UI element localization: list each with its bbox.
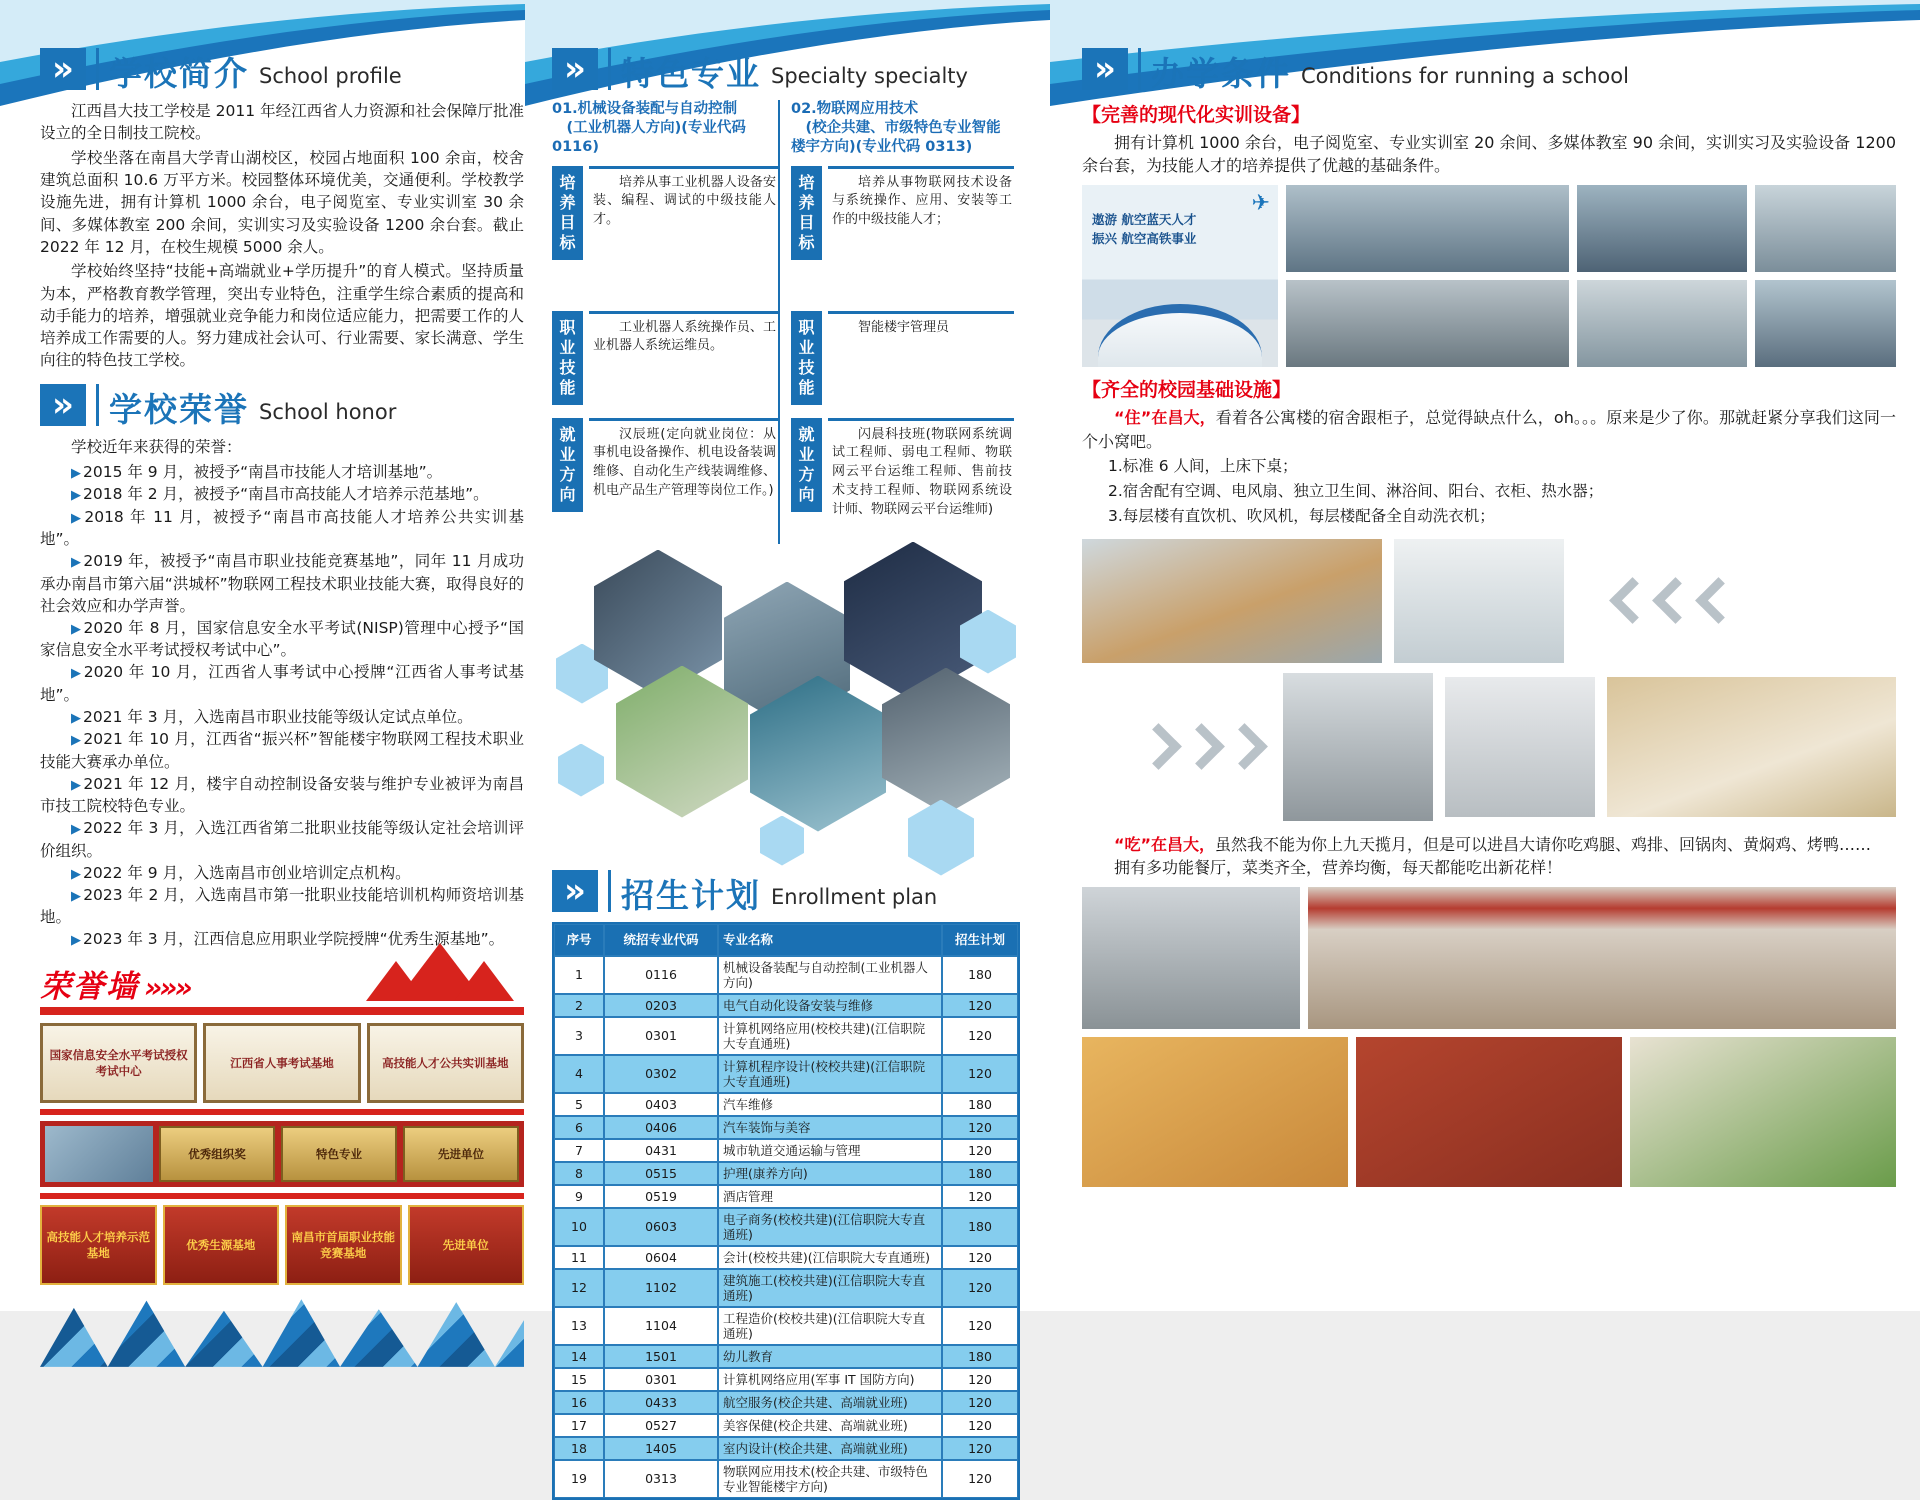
- double-chevron-icon: »: [40, 384, 86, 426]
- cell-no: 10: [554, 1208, 604, 1246]
- specialty-header: [552, 48, 1016, 93]
- program-01: [552, 100, 778, 544]
- cell-no: 3: [554, 1017, 604, 1055]
- table-row: [554, 1345, 1018, 1368]
- blue-zigzag-decoration: [40, 1295, 524, 1367]
- vertical-label: 就业方向: [791, 418, 822, 512]
- employment-direction-text: 汉辰班(定向就业岗位：从事机电设备操作、机电设备装调维修、自动化生产线装调维修、机电产品生产管理等岗位工作。): [589, 418, 778, 544]
- table-row: [554, 1055, 1018, 1093]
- honor-wall-row-2: [40, 1121, 524, 1187]
- photo-laundry-room: [1394, 539, 1564, 663]
- triangle-bullet-icon: ▶: [71, 933, 81, 949]
- honor-item: [40, 483, 524, 505]
- cell-no: 13: [554, 1307, 604, 1345]
- cell-plan: 120: [942, 994, 1018, 1017]
- section-title-en: School honor: [259, 399, 397, 424]
- cell-no: 2: [554, 994, 604, 1017]
- section-title-zh: 办学条件: [1151, 54, 1291, 93]
- plaque-photo: 优秀组织奖: [159, 1126, 275, 1182]
- cell-no: 9: [554, 1185, 604, 1208]
- honor-item-text: 2023 年 3 月，江西信息应用职业学院授牌“优秀生源基地”。: [83, 930, 505, 949]
- cell-code: 0603: [604, 1208, 718, 1246]
- double-chevron-icon: »: [40, 48, 86, 90]
- dorm-photo-row-1: [1082, 539, 1896, 663]
- cafeteria-photo-row: [1082, 887, 1896, 1029]
- school-profile-header: [40, 48, 524, 93]
- cell-name: 计算机程序设计(校校共建)(江信职院大专直通班): [718, 1055, 942, 1093]
- photo-training-room-2: [1577, 280, 1747, 367]
- cell-name: 建筑施工(校校共建)(江信职院大专直通班): [718, 1269, 942, 1307]
- honor-item-text: 2021 年 10 月，江西省“振兴杯”智能楼宇物联网工程技术职业技能大赛承办单位。: [40, 730, 525, 771]
- cell-code: 1405: [604, 1437, 718, 1460]
- cell-code: 0406: [604, 1116, 718, 1139]
- lobby-caption-line2: 振兴 航空高铁事业: [1092, 231, 1197, 247]
- cell-code: 1102: [604, 1269, 718, 1307]
- cell-name: 会计(校校共建)(江信职院大专直通班): [718, 1246, 942, 1269]
- dorm-feature-item: 3.每层楼有直饮机、吹风机，每层楼配备全自动洗衣机；: [1108, 507, 1495, 526]
- triangle-bullet-icon: ▶: [71, 866, 81, 882]
- gold-plaques: [159, 1126, 519, 1182]
- program-title: 01.机械设备装配与自动控制: [552, 101, 738, 117]
- col-header-no: 序号: [554, 924, 604, 956]
- enrollment-header: [552, 870, 1016, 915]
- cell-plan: 180: [942, 1093, 1018, 1116]
- cell-plan: 120: [942, 1017, 1018, 1055]
- section-title-zh: 招生计划: [621, 875, 761, 915]
- vertical-label: 培养目标: [552, 166, 583, 260]
- header-divider: [608, 48, 611, 90]
- plaque-photo: 江西省人事考试基地: [203, 1023, 360, 1103]
- food-photo-row: [1082, 1037, 1896, 1187]
- honor-wall-title: 荣誉墙: [40, 968, 139, 1005]
- cell-no: 6: [554, 1116, 604, 1139]
- cell-plan: 120: [942, 1437, 1018, 1460]
- cell-code: 0301: [604, 1368, 718, 1391]
- cell-no: 19: [554, 1460, 604, 1498]
- table-row: [554, 1460, 1018, 1498]
- header-divider: [1138, 48, 1141, 90]
- campus-subheader: 【齐全的校园基础设施】: [1082, 379, 1292, 402]
- plaque-photo: 南昌市首届职业技能竞赛基地: [285, 1205, 402, 1285]
- table-row: [554, 1208, 1018, 1246]
- triangle-bullet-icon: ▶: [71, 555, 82, 571]
- hexagon-decoration: [908, 800, 974, 876]
- cell-code: 0433: [604, 1391, 718, 1414]
- table-row: [554, 1437, 1018, 1460]
- cell-plan: 120: [942, 1116, 1018, 1139]
- vertical-label: 就业方向: [552, 418, 583, 512]
- specialty-programs: [552, 100, 1016, 544]
- honor-item-text: 2018 年 2 月，被授予“南昌市高技能人才培养示范基地”。: [83, 485, 489, 504]
- honor-item: [40, 550, 524, 616]
- program-title: 02.物联网应用技术: [791, 101, 919, 117]
- cell-code: 0302: [604, 1055, 718, 1093]
- hexagon-decoration: [558, 744, 604, 797]
- section-title-en: Enrollment plan: [771, 885, 938, 910]
- honor-item-text: 2018 年 11 月，被授予“南昌市高技能人才培养公共实训基地”。: [40, 507, 525, 549]
- cell-plan: 180: [942, 1162, 1018, 1185]
- honor-list: [40, 461, 524, 951]
- cell-no: 16: [554, 1391, 604, 1414]
- cell-plan: 120: [942, 1368, 1018, 1391]
- honor-item: [40, 817, 524, 861]
- profile-paragraphs: [40, 100, 524, 372]
- table-row: [554, 1246, 1018, 1269]
- honor-item-text: 2020 年 8 月，国家信息安全水平考试(NISP)管理中心授予“国家信息安全水平考试授权考试中心”。: [40, 618, 525, 660]
- honor-item: [40, 506, 524, 550]
- chevron-left-icon: [1652, 577, 1699, 624]
- cell-no: 17: [554, 1414, 604, 1437]
- training-goal-block: [791, 166, 1014, 302]
- section-title-en: Specialty specialty: [771, 63, 968, 88]
- enrollment-table: [552, 922, 1020, 1500]
- hexagon-decoration: [760, 816, 804, 866]
- triangle-bullet-icon: ▶: [71, 621, 82, 637]
- cell-plan: 120: [942, 1460, 1018, 1498]
- dining-text: 虽然我不能为你上九天揽月，但是可以进昌大请你吃鸡腿、鸡排、回锅肉、黄焖鸡、烤鸭……: [1215, 834, 1872, 854]
- table-header-row: [554, 924, 1018, 956]
- cell-no: 1: [554, 956, 604, 994]
- dorm-feature-list: [1082, 455, 1896, 529]
- table-row: [554, 1368, 1018, 1391]
- chevron-right-icon: [1221, 723, 1268, 770]
- cell-name: 城市轨道交通运输与管理: [718, 1139, 942, 1162]
- live-at-changda-lead: “住”在昌大，: [1114, 408, 1216, 428]
- airplane-icon: ✈: [1251, 191, 1270, 217]
- plaque-photo: 高技能人才公共实训基地: [367, 1023, 524, 1103]
- cell-name: 汽车装饰与美容: [718, 1116, 942, 1139]
- cell-no: 15: [554, 1368, 604, 1391]
- photo-wall-cabinet: [1445, 677, 1595, 817]
- cell-plan: 120: [942, 1185, 1018, 1208]
- dining-intro: [1082, 833, 1896, 856]
- table-row: [554, 1185, 1018, 1208]
- dorm-feature-item: 2.宿舍配有空调、电风扇、独立卫生间、淋浴间、阳台、衣柜、热水器；: [1108, 482, 1604, 500]
- cell-no: 14: [554, 1345, 604, 1368]
- photo-dining-hall: [1308, 887, 1896, 1029]
- employment-direction-block: [791, 418, 1014, 544]
- cell-name: 航空服务(校企共建、高端就业班): [718, 1391, 942, 1414]
- triangle-bullet-icon: ▶: [71, 710, 81, 726]
- program-subtitle: (校企共建、市级特色专业智能楼宇方向)(专业代码 0313): [791, 119, 1001, 155]
- plaque-photo: 高技能人才培养示范基地: [40, 1205, 157, 1285]
- table-row: [554, 1269, 1018, 1307]
- honor-item: [40, 706, 524, 728]
- vocational-skill-text: 工业机器人系统操作员、工业机器人系统运维员。: [589, 311, 778, 409]
- cell-name: 酒店管理: [718, 1185, 942, 1208]
- photo-dumplings-greens: [1630, 1037, 1896, 1187]
- honor-item: [40, 884, 524, 928]
- section-title-zh: 学校简介: [109, 54, 249, 93]
- chevron-right-icon: [1135, 723, 1182, 770]
- table-row: [554, 1116, 1018, 1139]
- triangle-bullet-icon: ▶: [71, 666, 82, 682]
- honor-item-text: 2022 年 9 月，入选南昌市创业培训定点机构。: [83, 863, 411, 882]
- honor-item-text: 2021 年 12 月，楼宇自动控制设备安装与维护专业被评为南昌市技工院校特色专业。: [40, 774, 524, 816]
- red-pennant-decoration: [396, 943, 514, 1001]
- cell-name: 幼儿教育: [718, 1345, 942, 1368]
- chevron-right-icon: [1178, 723, 1225, 770]
- honor-item-text: 2023 年 2 月，入选南昌市第一批职业技能培训机构师资培训基地。: [40, 885, 525, 927]
- cell-plan: 120: [942, 1139, 1018, 1162]
- photo-wardrobes-desks: [1607, 677, 1896, 817]
- plaque-photo: 先进单位: [403, 1126, 519, 1182]
- honor-item: [40, 661, 524, 705]
- section-title-zh: 特色专业: [621, 54, 761, 93]
- chevrons-left-icon: [1616, 584, 1745, 617]
- photo-equipment-room: [1286, 280, 1569, 367]
- double-chevron-icon: »: [552, 48, 598, 90]
- cell-name: 机械设备装配与自动控制(工业机器人方向): [718, 956, 942, 994]
- col-header-name: 专业名称: [718, 924, 942, 956]
- cell-plan: 120: [942, 1269, 1018, 1307]
- facilities-text: 拥有计算机 1000 余台，电子阅览室、专业实训室 20 余间、多媒体教室 90 余间，实训实习及实验设备 1200 余台套，为技能人才的培养提供了优越的基础条件。: [1082, 133, 1896, 176]
- cell-code: 0519: [604, 1185, 718, 1208]
- employment-direction-text: 闪晨科技班(物联网系统调试工程师、弱电工程师、物联网云平台运维工程师、售前技术支持工程师、物联网系统设计师、物联网云平台运维师): [828, 418, 1014, 544]
- cell-no: 18: [554, 1437, 604, 1460]
- honor-wall-row-1: [40, 1023, 524, 1103]
- photo-dorm-corridor: [1283, 673, 1433, 821]
- red-triangle-icon: [454, 961, 514, 1001]
- table-row: [554, 994, 1018, 1017]
- school-honor-header: [40, 384, 524, 429]
- cell-no: 5: [554, 1093, 604, 1116]
- vertical-label: 职业技能: [791, 311, 822, 405]
- dorm-feature-item: 1.标准 6 人间，上床下桌；: [1108, 456, 1298, 475]
- facilities-photo-collage: [1082, 185, 1896, 367]
- col-header-code: 统招专业代码: [604, 924, 718, 956]
- cell-name: 物联网应用技术(校企共建、市级特色专业智能楼宇方向): [718, 1460, 942, 1498]
- program-subtitle: (工业机器人方向)(专业代码 0116): [552, 119, 746, 155]
- cell-no: 11: [554, 1246, 604, 1269]
- vocational-skill-block: [791, 311, 1014, 409]
- triangle-bullet-icon: ▶: [71, 466, 81, 481]
- cell-name: 汽车维修: [718, 1093, 942, 1116]
- table-row: [554, 1139, 1018, 1162]
- profile-paragraph: 江西昌大技工学校是 2011 年经江西省人力资源和社会保障厅批准设立的全日制技工院校。: [40, 102, 524, 143]
- honor-item: [40, 728, 524, 772]
- training-room-photos: [1286, 185, 1896, 367]
- plaque-photo: 先进单位: [408, 1205, 525, 1285]
- hex-photo-electronics-lab: [594, 550, 722, 697]
- triangle-bullet-icon: ▶: [71, 733, 82, 749]
- cell-plan: 180: [942, 1345, 1018, 1368]
- cell-name: 护理(康养方向): [718, 1162, 942, 1185]
- cell-no: 7: [554, 1139, 604, 1162]
- middle-panel: [552, 48, 1016, 1500]
- triangle-bullet-icon: ▶: [71, 510, 83, 526]
- cell-code: 0403: [604, 1093, 718, 1116]
- cell-no: 12: [554, 1269, 604, 1307]
- table-row: [554, 1093, 1018, 1116]
- honor-item: [40, 617, 524, 661]
- cell-code: 1501: [604, 1345, 718, 1368]
- cell-name: 工程造价(校校共建)(江信职院大专直通班): [718, 1307, 942, 1345]
- cell-plan: 120: [942, 1246, 1018, 1269]
- cell-code: 0203: [604, 994, 718, 1017]
- cell-code: 0116: [604, 956, 718, 994]
- cell-plan: 120: [942, 1307, 1018, 1345]
- cell-no: 4: [554, 1055, 604, 1093]
- red-divider-bar: [40, 1109, 524, 1115]
- chevron-left-icon: [1695, 577, 1742, 624]
- chevrons-right-icon: [1142, 730, 1271, 763]
- lobby-caption-line1: 遨游 航空蓝天人才: [1092, 212, 1197, 228]
- cell-name: 计算机网络应用(校校共建)(江信职院大专直通班): [718, 1017, 942, 1055]
- header-divider: [96, 48, 99, 90]
- honor-wall-arrows-icon: »»»: [144, 970, 190, 1004]
- facilities-subheader: 【完善的现代化实训设备】: [1082, 104, 1311, 126]
- training-goal-text: 培养从事物联网技术设备与系统操作、应用、安装等工作的中级技能人才；: [828, 166, 1014, 302]
- training-goal-block: [552, 166, 778, 302]
- cell-plan: 120: [942, 1414, 1018, 1437]
- chevron-left-icon: [1609, 577, 1656, 624]
- profile-paragraph: 学校始终坚持“技能+高端就业+学历提升”的育人模式。坚持质量为本，严格教育教学管理，突出专业特色，注重学生综合素质的提高和动手能力的培养，增强就业竞争能力和岗位适应能力，把需要工作的人培养成工作需要的人。努力建成社会认可、行业需要、家长满意、学生向往的特色技工学校。: [40, 262, 524, 370]
- honor-item: [40, 461, 524, 483]
- plaque-photo: 国家信息安全水平考试授权考试中心: [40, 1023, 197, 1103]
- cell-code: 0527: [604, 1414, 718, 1437]
- header-divider: [96, 384, 99, 426]
- vocational-skill-block: [552, 311, 778, 409]
- dorm-photo-row-2: [1082, 673, 1896, 821]
- table-body: [554, 956, 1018, 1498]
- cell-plan: 180: [942, 1208, 1018, 1246]
- cell-code: 1104: [604, 1307, 718, 1345]
- photo-training-room-1: [1755, 185, 1896, 272]
- honor-wall-banner: [40, 961, 524, 1005]
- triangle-bullet-icon: ▶: [71, 888, 82, 904]
- left-panel: [40, 48, 524, 1367]
- table-row: [554, 1391, 1018, 1414]
- honor-item-text: 2021 年 3 月，入选南昌市职业技能等级认定试点单位。: [83, 707, 473, 726]
- table-row: [554, 1162, 1018, 1185]
- cell-name: 电子商务(校校共建)(江信职院大专直通班): [718, 1208, 942, 1246]
- cell-name: 电气自动化设备安装与维修: [718, 994, 942, 1017]
- photo-dorm-desks-wardrobe: [1082, 539, 1382, 663]
- training-goal-text: 培养从事工业机器人设备安装、编程、调试的中级技能人才。: [589, 166, 778, 302]
- photo-fried-chicken: [1082, 1037, 1348, 1187]
- campus-intro-text: 看着各公寓楼的宿舍跟柜子，总觉得缺点什么，oh。。。原来是少了你。那就赶紧分享我们这同一个小窝吧。: [1082, 408, 1896, 451]
- right-panel: [1082, 48, 1896, 1187]
- cell-code: 0604: [604, 1246, 718, 1269]
- double-chevron-icon: »: [552, 870, 598, 912]
- cell-code: 0313: [604, 1460, 718, 1498]
- honor-intro: 学校近年来获得的荣誉：: [71, 437, 242, 456]
- honor-item-text: 2019 年，被授予“南昌市职业技能竞赛基地”，同年 11 月成功承办南昌市第六届“洪城杯”物联网工程技术职业技能大赛，取得良好的社会效应和办学声誉。: [40, 552, 525, 615]
- honor-item: [40, 862, 524, 884]
- plaque-photo: 特色专业: [281, 1126, 397, 1182]
- dining-text-2: 拥有多功能餐厅，菜类齐全，营养均衡，每天都能吃出新花样！: [1114, 857, 1563, 877]
- cell-code: 0301: [604, 1017, 718, 1055]
- cell-code: 0515: [604, 1162, 718, 1185]
- program-02: [778, 100, 1014, 544]
- honor-item-text: 2020 年 10 月，江西省人事考试中心授牌“江西省人事考试基地”。: [40, 663, 525, 704]
- eat-at-changda-lead: “吃”在昌大，: [1114, 834, 1216, 854]
- hexagon-photo-collage: [552, 548, 1016, 870]
- section-title-zh: 学校荣誉: [109, 389, 249, 429]
- section-title-en: Conditions for running a school: [1301, 63, 1629, 88]
- triangle-bullet-icon: ▶: [71, 488, 81, 504]
- triangle-bullet-icon: ▶: [71, 777, 82, 793]
- reception-desk-shape: [1098, 304, 1263, 367]
- vertical-label: 职业技能: [552, 311, 583, 405]
- honor-item-text: 2015 年 9 月，被授予“南昌市技能人才培训基地”。: [83, 463, 443, 481]
- profile-paragraph: 学校坐落在南昌大学青山湖校区，校园占地面积 100 余亩，校舍建筑总面积 10.6 万平方米。校园整体环境优美，交通便利。学校教学设施先进，拥有计算机 1000 余台，电子阅览室、专业实训室 30 余间、多媒体教室 200 余间，实训实习及实验设备 1200 余台套。截止 2022 年 12 月，在校生规模 5000 余人。: [40, 148, 524, 256]
- cell-name: 室内设计(校企共建、高端就业班): [718, 1437, 942, 1460]
- double-chevron-icon: »: [1082, 48, 1128, 90]
- table-row: [554, 1414, 1018, 1437]
- cell-plan: 120: [942, 1391, 1018, 1414]
- cell-name: 美容保健(校企共建、高端就业班): [718, 1414, 942, 1437]
- honor-wall-row-3: [40, 1205, 524, 1285]
- photo-certificates-wall: [45, 1126, 153, 1182]
- cell-name: 计算机网络应用(军事 IT 国防方向): [718, 1368, 942, 1391]
- vertical-label: 培养目标: [791, 166, 822, 260]
- table-row: [554, 1307, 1018, 1345]
- photo-group-activity: [1755, 280, 1896, 367]
- triangle-bullet-icon: ▶: [71, 822, 82, 838]
- cell-plan: 180: [942, 956, 1018, 994]
- photo-computer-lab-2: [1577, 185, 1747, 272]
- campus-intro: [1082, 406, 1896, 452]
- conditions-header: [1082, 48, 1896, 93]
- cell-plan: 120: [942, 1055, 1018, 1093]
- section-title-en: School profile: [259, 63, 402, 88]
- col-header-plan: 招生计划: [942, 924, 1018, 956]
- honor-item-text: 2022 年 3 月，入选江西省第二批职业技能等级认定社会培训评价组织。: [40, 819, 525, 860]
- honor-item: [40, 773, 524, 817]
- photo-braised-pork: [1356, 1037, 1622, 1187]
- vocational-skill-text: 智能楼宇管理员: [828, 311, 1014, 409]
- plaque-photo: 优秀生源基地: [163, 1205, 280, 1285]
- table-row: [554, 1017, 1018, 1055]
- photo-reception-lobby: [1082, 185, 1278, 367]
- header-divider: [608, 870, 611, 912]
- photo-computer-lab-1: [1286, 185, 1569, 272]
- photo-canteen-counter: [1082, 887, 1300, 1029]
- red-divider-bar: [40, 1007, 524, 1015]
- lobby-caption: [1092, 211, 1196, 249]
- cell-code: 0431: [604, 1139, 718, 1162]
- table-row: [554, 956, 1018, 994]
- employment-direction-block: [552, 418, 778, 544]
- red-divider-bar: [40, 1193, 524, 1199]
- cell-no: 8: [554, 1162, 604, 1185]
